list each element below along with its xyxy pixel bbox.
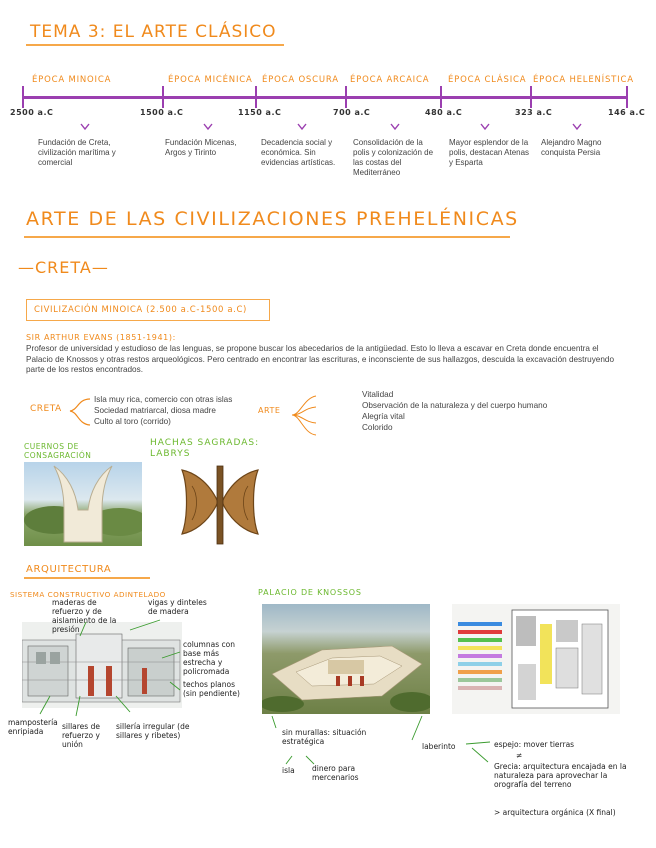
note-techos: techos planos (sin pendiente) bbox=[183, 680, 240, 698]
era-date: 146 a.C bbox=[608, 108, 646, 117]
chevron-down-icon bbox=[80, 121, 90, 131]
arte-item: Observación de la naturaleza y del cuerpo humano bbox=[362, 401, 548, 410]
creta-item: Sociedad matriarcal, diosa madre bbox=[94, 406, 216, 415]
knossos-plan-map bbox=[452, 604, 620, 714]
note-organica: > arquitectura orgánica (X final) bbox=[494, 808, 616, 817]
chevron-down-icon bbox=[572, 121, 582, 131]
timeline-axis bbox=[22, 96, 628, 99]
note-grecia: Grecia: arquitectura encajada en la naturaleza para aprovechar la orografía del terreno bbox=[494, 762, 627, 789]
sistema-constructivo: SISTEMA CONSTRUCTIVO ADINTELADO bbox=[10, 590, 166, 599]
era-event: Fundación Micenas, Argos y Tirinto bbox=[165, 138, 237, 157]
era-event: Mayor esplendor de la polis, destacan Atenas y Esparta bbox=[449, 138, 530, 167]
chevron-down-icon bbox=[390, 121, 400, 131]
timeline-tick bbox=[440, 86, 442, 108]
era-label: ÉPOCA OSCURA bbox=[262, 75, 339, 85]
hachas-label: HACHAS SAGRADAS: LABRYS bbox=[150, 438, 260, 459]
note-vigas: vigas y dinteles de madera bbox=[148, 598, 207, 616]
era-date: 323 a.C bbox=[515, 108, 553, 117]
knossos-palace-render bbox=[262, 604, 430, 714]
era-label: ÉPOCA MICÉNICA bbox=[168, 75, 253, 85]
evans-text: Profesor de universidad y estudioso de las lenguas, se propone buscar los abecedarios de la antigüedad. Esto lo lleva a escavar en Creta donde encuentra el Palacio de Knossos y otras restos arqueológicos. Pero centrado en encontrar las escrituras, e inconsciente de sus hallazgos, descuida la excavación destruyendo parte de los restos encontrados. bbox=[26, 344, 615, 374]
era-event: Decadencia social y económica. Sin evidencias artísticas. bbox=[261, 138, 336, 167]
creta-item: Isla muy rica, comercio con otras islas bbox=[94, 395, 233, 404]
chevron-down-icon bbox=[203, 121, 213, 131]
chevron-down-icon bbox=[480, 121, 490, 131]
era-event: Consolidación de la polis y colonización de las costas del Mediterráneo bbox=[353, 138, 434, 177]
section-title: ARTE DE LAS CIVILIZACIONES PREHELÉNICAS bbox=[26, 208, 519, 230]
arte-item: Alegría vital bbox=[362, 412, 405, 421]
note-dinero: dinero para mercenarios bbox=[312, 764, 359, 782]
era-event: Fundación de Creta, civilización marítima y comercial bbox=[38, 138, 116, 167]
note-symbol: ≠ bbox=[516, 751, 523, 760]
timeline-tick bbox=[626, 86, 628, 108]
note-murallas: sin murallas: situación estratégica bbox=[282, 728, 367, 746]
branch-arrows-icon bbox=[290, 390, 320, 440]
page-title: TEMA 3: EL ARTE CLÁSICO bbox=[30, 22, 277, 42]
note-maderas: maderas de refuerzo y de aislamiento de la presión bbox=[52, 598, 117, 634]
arquitectura-underline bbox=[24, 577, 150, 579]
section-underline bbox=[24, 236, 510, 238]
era-date: 700 a.C bbox=[333, 108, 371, 117]
timeline-tick bbox=[255, 86, 257, 108]
note-columnas: columnas con base más estrecha y policromada bbox=[183, 640, 235, 676]
era-label: ÉPOCA MINOICA bbox=[32, 75, 112, 85]
era-date: 2500 a.C bbox=[10, 108, 54, 117]
note-isla: isla bbox=[282, 766, 295, 775]
arte-item: Colorido bbox=[362, 423, 393, 432]
creta-item: Culto al toro (corrido) bbox=[94, 417, 171, 426]
note-mamposteria: mampostería enripiada bbox=[8, 718, 58, 736]
subsection-title: —CRETA— bbox=[18, 258, 109, 277]
timeline-tick bbox=[345, 86, 347, 108]
note-silleria: sillería irregular (de sillares y ribetes) bbox=[116, 722, 190, 740]
palacio-title: PALACIO DE KNOSSOS bbox=[258, 588, 362, 597]
horns-of-consecration-photo bbox=[24, 462, 142, 546]
era-label: ÉPOCA ARCAICA bbox=[350, 75, 430, 85]
era-date: 1500 a.C bbox=[140, 108, 184, 117]
cuernos-label: CUERNOS DE CONSAGRACIÓN bbox=[24, 442, 92, 460]
note-laberinto: laberinto bbox=[422, 742, 456, 751]
era-label: ÉPOCA CLÁSICA bbox=[448, 75, 527, 85]
era-date: 480 a.C bbox=[425, 108, 463, 117]
note-sillares: sillares de refuerzo y unión bbox=[62, 722, 100, 749]
note-espejo: espejo: mover tierras bbox=[494, 740, 575, 749]
title-underline bbox=[26, 44, 284, 46]
brace-icon bbox=[66, 396, 92, 428]
arquitectura-title: ARQUITECTURA bbox=[26, 564, 112, 575]
timeline-tick bbox=[162, 86, 164, 108]
era-event: Alejandro Magno conquista Persia bbox=[541, 138, 602, 157]
era-date: 1150 a.C bbox=[238, 108, 282, 117]
civilization-title: CIVILIZACIÓN MINOICA (2.500 a.C-1500 a.C) bbox=[34, 305, 247, 315]
timeline-tick bbox=[22, 86, 24, 108]
timeline-tick bbox=[530, 86, 532, 108]
arte-item: Vitalidad bbox=[362, 390, 394, 399]
creta-label: CRETA bbox=[30, 404, 62, 414]
arte-label: ARTE bbox=[258, 406, 281, 415]
labrys-axe-image bbox=[178, 458, 262, 546]
chevron-down-icon bbox=[297, 121, 307, 131]
evans-heading: SIR ARTHUR EVANS (1851-1941): bbox=[26, 333, 176, 342]
era-label: ÉPOCA HELENÍSTICA bbox=[533, 75, 634, 85]
